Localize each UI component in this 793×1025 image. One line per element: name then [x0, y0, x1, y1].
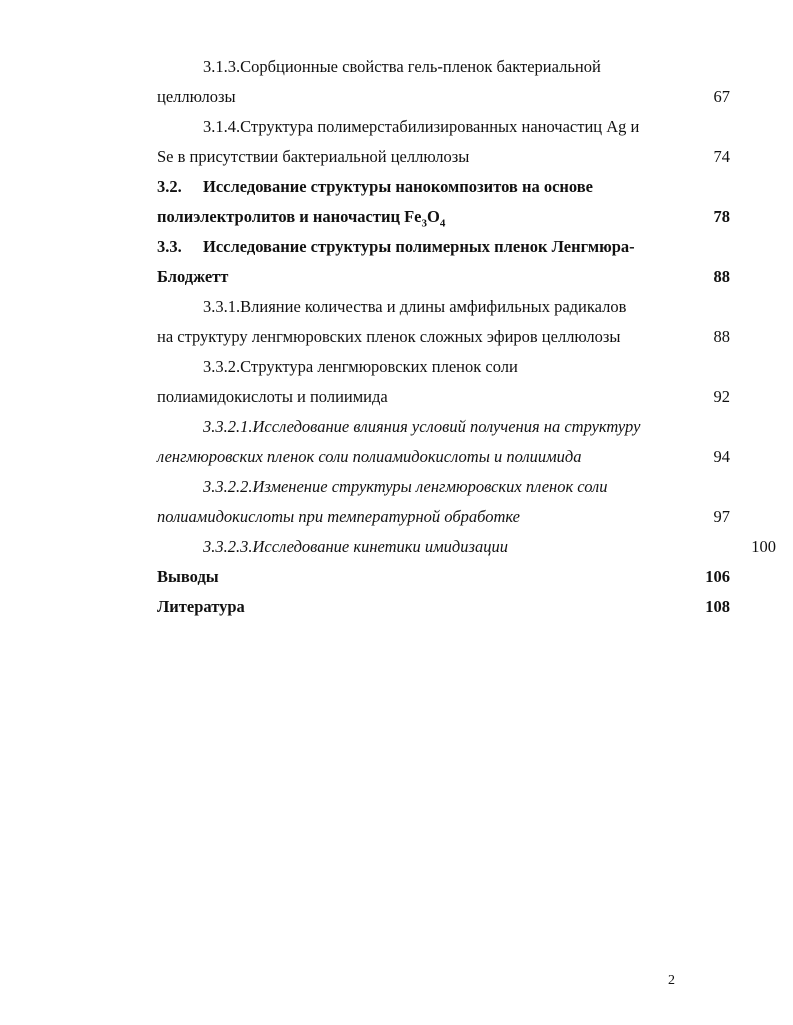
toc-entry-title: на структуру ленгмюровских пленок сложных эфиров целлюлозы [157, 327, 621, 346]
toc-entry-title: 3.3.2.Структура ленгмюровских пленок соли [203, 357, 518, 376]
toc-entry-3-3-2-1-line2 [157, 444, 730, 470]
toc-entry-3-3-2-2-line2 [157, 504, 730, 530]
toc-section-number: 3.3. [157, 237, 182, 256]
toc-entry-title: Блоджетт [157, 267, 229, 286]
page-footer-number: 2 [668, 973, 675, 988]
toc-entry-title: 3.3.2.2.Изменение структуры ленгмюровских пленок соли [203, 477, 608, 496]
toc-page-number: 78 [713, 207, 730, 226]
toc-entry-references [157, 594, 730, 620]
toc-page-number: 88 [713, 267, 730, 286]
toc-entry-title: целлюлозы [157, 87, 236, 106]
toc-page-number: 74 [713, 147, 730, 166]
toc-entry-3-3-line1 [157, 234, 730, 260]
toc-page-number: 92 [713, 387, 730, 406]
toc-page-number: 108 [705, 597, 730, 616]
toc-entry-3-2-line1 [157, 174, 730, 200]
toc-section-number: 3.2. [157, 177, 182, 196]
toc-title-text: полиэлектролитов и наночастиц Fe [157, 207, 422, 226]
toc-page-number: 67 [713, 87, 730, 106]
toc-entry-3-3-1-line2 [157, 324, 730, 350]
toc-entry-3-3-2-2-line1 [157, 474, 776, 500]
toc-entry-title: Исследование структуры нанокомпозитов на основе [203, 177, 593, 196]
subscript: 3 [421, 217, 428, 230]
toc-entry-3-1-4-line2 [157, 144, 730, 170]
toc-entry-title: Se в присутствии бактериальной целлюлозы [157, 147, 470, 166]
toc-entry-title: 3.1.4.Структура полимерстабилизированных наночастиц Ag и [203, 117, 640, 136]
toc-entry-title: полиамидокислоты при температурной обработке [157, 507, 520, 526]
toc-entry-3-3-2-line1 [157, 354, 776, 380]
toc-entry-title: ленгмюровских пленок соли полиамидокислоты и полиимида [157, 447, 582, 466]
toc-entry-3-3-2-3 [157, 534, 776, 560]
toc-page-number: 94 [713, 447, 730, 466]
toc-entry-3-2-line2 [157, 204, 730, 230]
toc-entry-title [157, 207, 446, 230]
toc-page-number: 97 [713, 507, 730, 526]
toc-entry-3-1-3-line2 [157, 84, 730, 110]
toc-entry-3-3-line2 [157, 264, 730, 290]
toc-entry-3-1-3-line1 [157, 54, 776, 80]
toc-entry-title: Исследование структуры полимерных пленок Ленгмюра- [203, 237, 635, 256]
toc-entry-title: 3.3.2.3.Исследование кинетики имидизации [203, 537, 508, 556]
toc-entry-title: полиамидокислоты и полиимида [157, 387, 388, 406]
toc-entry-title: Выводы [157, 567, 219, 586]
toc-entry-conclusions [157, 564, 730, 590]
toc-entry-3-3-2-1-line1 [157, 414, 776, 440]
toc-entry-title: 3.1.3.Сорбционные свойства гель-пленок бактериальной [203, 57, 601, 76]
toc-entry-3-3-2-line2 [157, 384, 730, 410]
toc-page-number: 88 [713, 327, 730, 346]
toc-page-number: 106 [705, 567, 730, 586]
toc-entry-title: 3.3.1.Влияние количества и длины амфифильных радикалов [203, 297, 627, 316]
subscript: 4 [439, 217, 446, 230]
toc-entry-title: 3.3.2.1.Исследование влияния условий получения на структуру [203, 417, 641, 436]
toc-entry-3-3-1-line1 [157, 294, 776, 320]
toc-entry-3-1-4-line1 [157, 114, 776, 140]
toc-title-text: O [427, 207, 440, 226]
toc-entry-title: Литература [157, 597, 245, 616]
toc-page-number: 100 [751, 537, 776, 556]
